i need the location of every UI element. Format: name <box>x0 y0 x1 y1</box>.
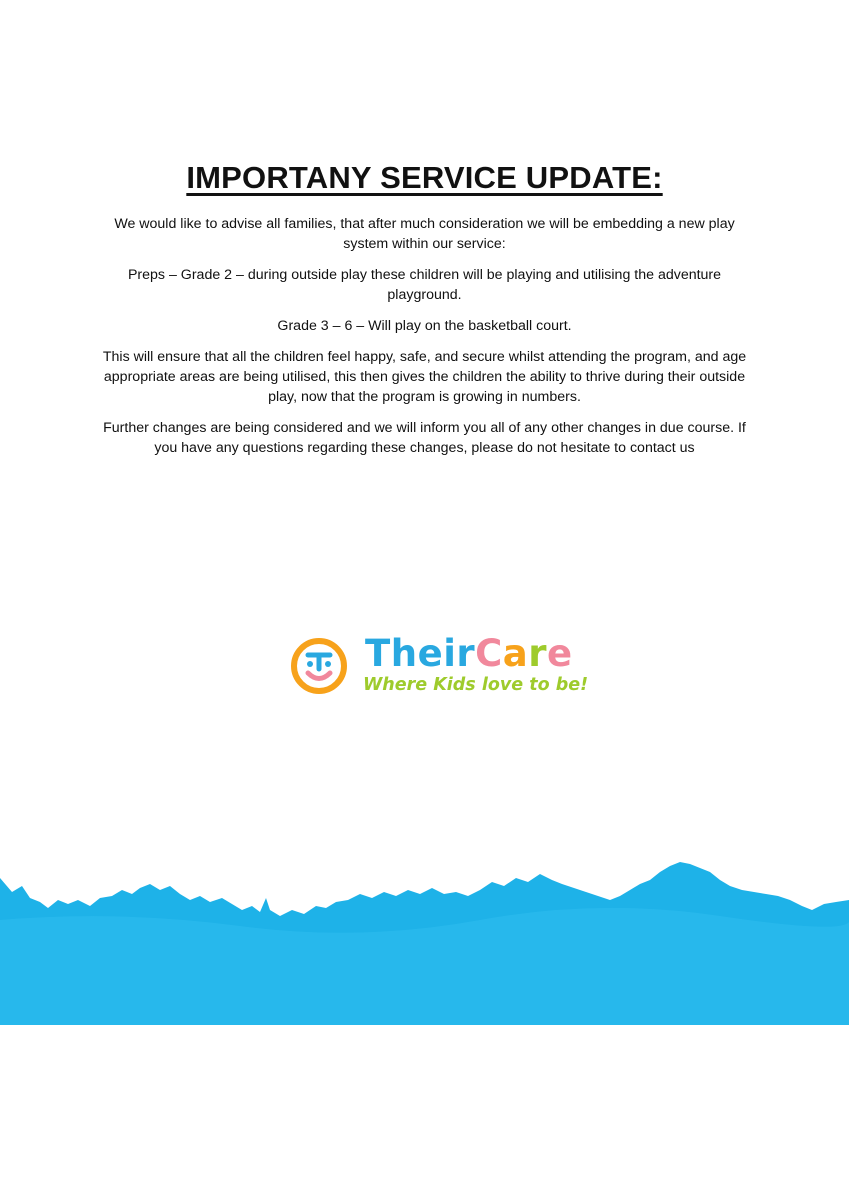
logo-wordmark: TheirCare <box>365 632 573 675</box>
blue-mountain-wave-banner <box>0 850 849 1025</box>
paragraph-preps: Preps – Grade 2 – during outside play these children will be playing and utilising the adventure playground. <box>127 267 722 303</box>
smiley-face-logo-icon <box>289 636 349 696</box>
page-title: IMPORTANY SERVICE UPDATE: <box>186 160 663 195</box>
notice-body <box>100 214 749 469</box>
theircare-logo <box>289 632 589 700</box>
paragraph-grade-3-6: Grade 3 – 6 – Will play on the basketball court. <box>277 318 572 334</box>
paragraph-further-changes: Further changes are being considered and we will inform you all of any other changes in due course. If you have any questions regarding these changes, please do not hesitate to contact us <box>103 420 746 456</box>
paragraph-intro: We would like to advise all families, that after much consideration we will be embedding a new play system within our service: <box>114 216 735 252</box>
paragraph-reason: This will ensure that all the children feel happy, safe, and secure whilst attending the program, and age appropriate areas are being utilised, this then gives the children the ability to thrive during their outside play, now that the program is growing in numbers. <box>102 349 747 405</box>
logo-tagline: Where Kids love to be! <box>363 675 589 695</box>
